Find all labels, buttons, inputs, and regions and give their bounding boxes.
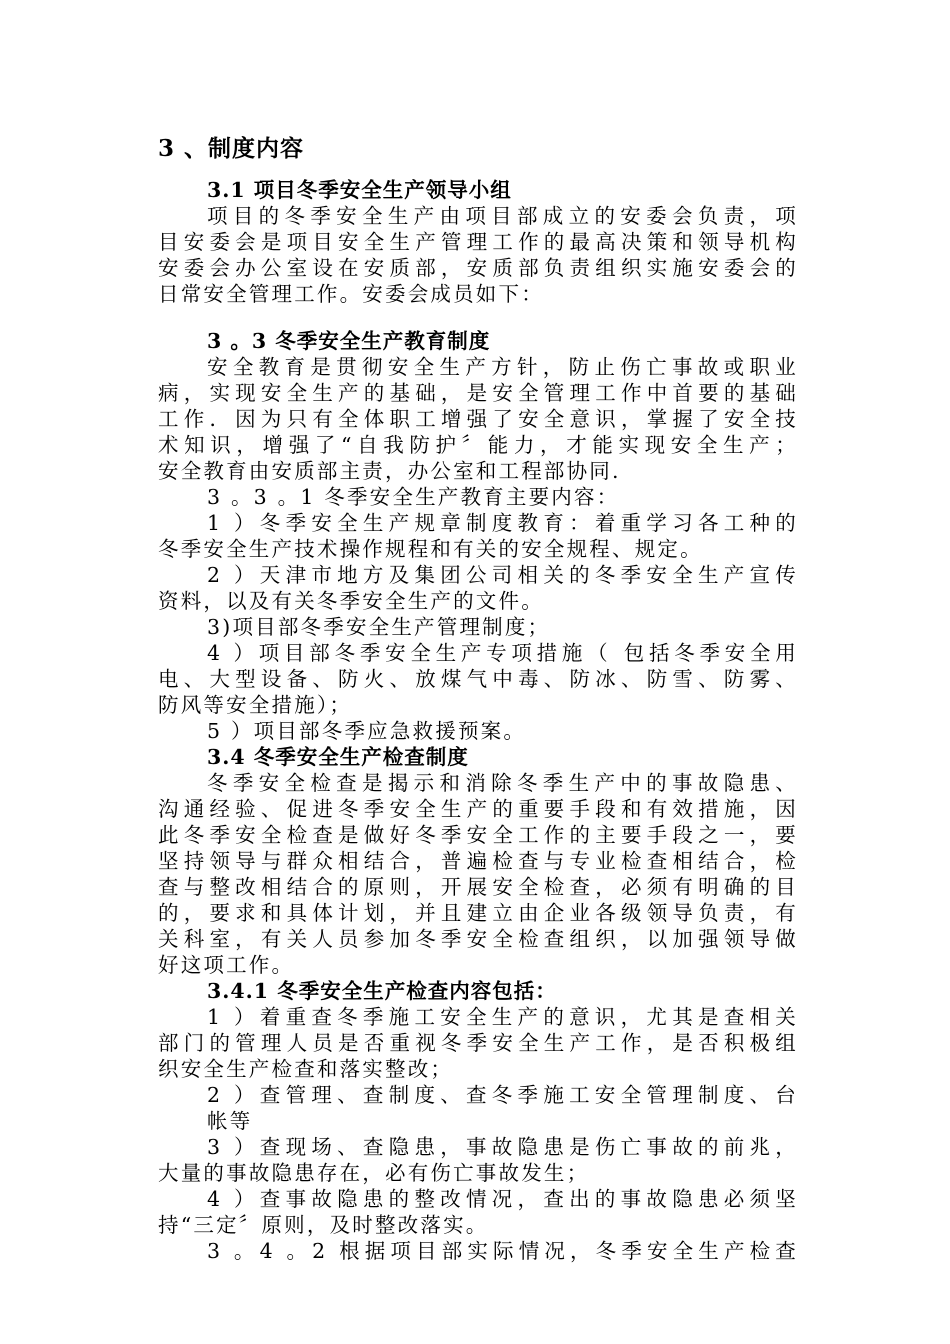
paragraph-line: 目安委会是项目安全生产管理工作的最高决策和领导机构 xyxy=(158,230,798,254)
heading-3-1: 3.1 项目冬季安全生产领导小组 xyxy=(207,178,512,202)
paragraph-line: 防风等安全措施）； xyxy=(158,693,353,717)
paragraph-line: 织安全生产检查和落实整改； xyxy=(158,1057,454,1081)
paragraph-line: 查与整改相结合的原则，开展安全检查，必须有明确的目 xyxy=(158,875,798,899)
list-item: 1 ）着重查冬季施工安全生产的意识，尤其是查相关 xyxy=(207,1005,798,1029)
paragraph-line: 项目的冬季安全生产由项目部成立的安委会负责，项 xyxy=(207,204,798,228)
paragraph-line: 安委会办公室设在安质部，安质部负责组织实施安委会的 xyxy=(158,256,798,280)
paragraph-line: 好这项工作。 xyxy=(158,953,295,977)
paragraph-line: 沟通经验、促进冬季安全生产的重要手段和有效措施，因 xyxy=(158,797,798,821)
paragraph-line: 大量的事故隐患存在，必有伤亡事故发生； xyxy=(158,1161,590,1185)
paragraph-line: 冬季安全检查是揭示和消除冬季生产中的事故隐患、 xyxy=(207,771,798,795)
list-item: 1 ）冬季安全生产规章制度教育：着重学习各工种的 xyxy=(207,511,798,535)
paragraph-line: 此冬季安全检查是做好冬季安全工作的主要手段之一，要 xyxy=(158,823,798,847)
paragraph-line: 持“三定〞原则，及时整改落实。 xyxy=(158,1213,489,1237)
paragraph-line: 电、大型设备、防火、放煤气中毒、防冰、防雪、防雾、 xyxy=(158,667,798,691)
list-item: 4 ）项目部冬季安全生产专项措施（ 包括冬季安全用 xyxy=(207,641,798,665)
paragraph-line: 安全教育由安质部主责，办公室和工程部协同. xyxy=(158,459,621,483)
heading-3-3: 3 。3 冬季安全生产教育制度 xyxy=(207,329,491,353)
list-item: 5 ）项目部冬季应急救援预案。 xyxy=(207,719,527,743)
paragraph-line: 日常安全管理工作。安委会成员如下： xyxy=(158,282,544,306)
paragraph-line: 安全教育是贯彻安全生产方针，防止伤亡事故或职业 xyxy=(207,355,798,379)
heading-3-4-1: 3.4.1 冬季安全生产检查内容包括： xyxy=(207,979,557,1003)
paragraph-line: 的，要求和具体计划，并且建立由企业各级领导负责，有 xyxy=(158,901,798,925)
paragraph-line: 冬季安全生产技术操作规程和有关的安全规程、规定。 xyxy=(158,537,703,561)
list-item: 2 ）天津市地方及集团公司相关的冬季安全生产宣传 xyxy=(207,563,798,587)
list-item: 3 ）查现场、查隐患，事故隐患是伤亡事故的前兆， xyxy=(207,1135,798,1159)
paragraph-line: 术知识，增强了“自我防护〞能力，才能实现安全生产； xyxy=(158,433,798,457)
heading-3-4: 3.4 冬季安全生产检查制度 xyxy=(207,745,469,769)
list-item: 4 ）查事故隐患的整改情况，查出的事故隐患必须坚 xyxy=(207,1187,798,1211)
paragraph-line: 帐等 xyxy=(207,1109,253,1133)
section-title: 3 、制度内容 xyxy=(158,135,305,162)
paragraph-line: 资料，以及有关冬季安全生产的文件。 xyxy=(158,589,544,613)
subheading-3-3-1: 3 。3 。1 冬季安全生产教育主要内容： xyxy=(207,485,620,509)
paragraph-line: 病，实现安全生产的基础，是安全管理工作中首要的基础 xyxy=(158,381,798,405)
paragraph-line: 部门的管理人员是否重视冬季安全生产工作，是否积极组 xyxy=(158,1031,798,1055)
paragraph-line: 关科室，有关人员参加冬季安全检查组织，以加强领导做 xyxy=(158,927,798,951)
subheading-3-4-2: 3 。4 。2 根据项目部实际情况，冬季安全生产检查 xyxy=(207,1239,798,1263)
paragraph-line: 工作．因为只有全体职工增强了安全意识，掌握了安全技 xyxy=(158,407,798,431)
paragraph-line: 坚持领导与群众相结合，普遍检查与专业检查相结合，检 xyxy=(158,849,798,873)
list-item: 3)项目部冬季安全生产管理制度； xyxy=(207,615,551,639)
list-item: 2 ）查管理、查制度、查冬季施工安全管理制度、台 xyxy=(207,1083,798,1107)
